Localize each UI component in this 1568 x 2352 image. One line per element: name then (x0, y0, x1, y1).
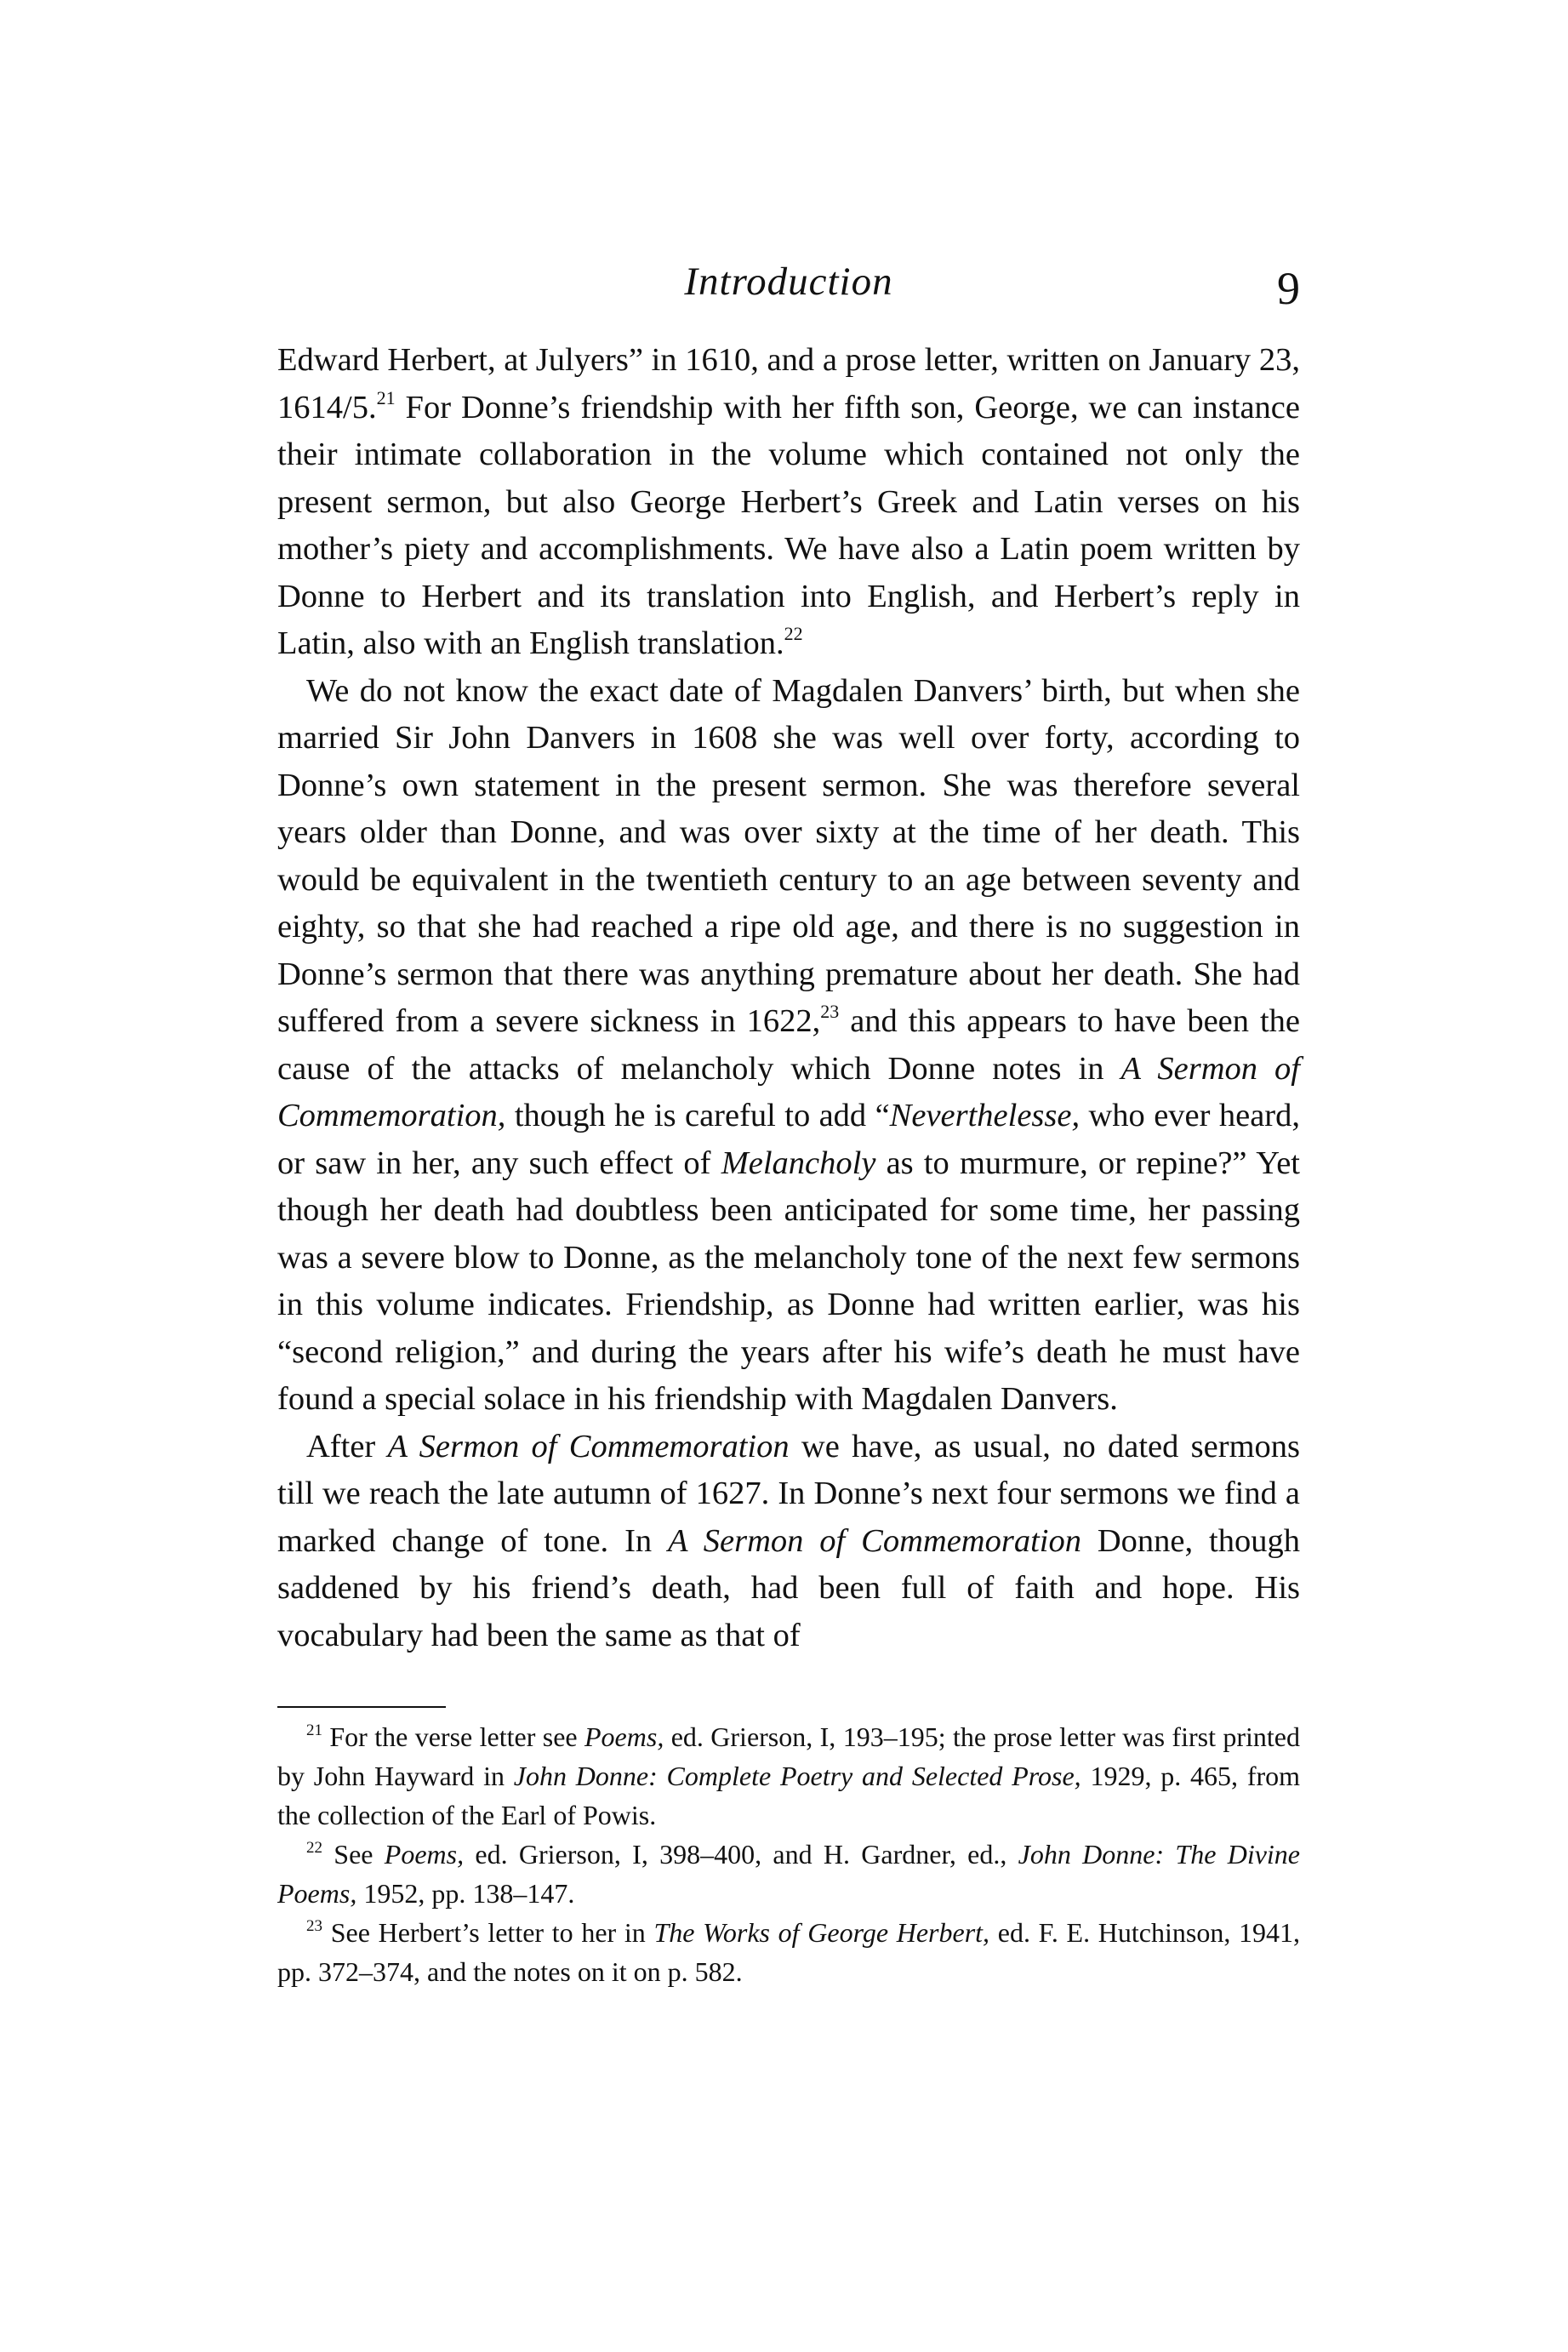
italic-text: Poems, (584, 1721, 664, 1752)
italic-text: Neverthelesse, (889, 1098, 1080, 1133)
text-run: who ever heard, or saw in her, any such effect of (277, 1098, 1300, 1181)
footnote-marker: 21 (306, 1721, 322, 1739)
text-run: 1952, pp. 138–147. (356, 1878, 575, 1909)
footnote-rule (277, 1706, 446, 1708)
text-run: ed. Grierson, I, 398–400, and H. Gardner, ed., (464, 1839, 1018, 1870)
text-run: and this appears to have been the cause of the attacks of melancholy which Donne notes in (277, 1003, 1300, 1087)
italic-text: Poems, (384, 1839, 465, 1870)
italic-text: John Donne: Complete Poetry and Selected Prose, (513, 1761, 1081, 1791)
text-run: Donne, though saddened by his friend’s death, had been full of faith and hope. His vocabulary had been the same as that of (277, 1522, 1300, 1653)
text-run: See Herbert’s letter to her in (322, 1917, 654, 1948)
paragraph (277, 337, 1300, 668)
italic-text: John Donne: The Divine Poems, (277, 1839, 1301, 1909)
footnote-marker: 23 (820, 1001, 840, 1022)
footnote (277, 1835, 1300, 1913)
italic-text: A Sermon of Commemoration, (277, 1050, 1300, 1133)
footnotes (277, 1717, 1300, 1991)
italic-text: A Sermon of Commemoration (668, 1522, 1081, 1559)
footnote-marker: 22 (784, 623, 803, 644)
page-number: 9 (1277, 263, 1300, 314)
text-run: as to murmure, or repine?” Yet though her death had doubtless been anticipated for some time, her passing was a severe blow to Donne, as the melancholy tone of the next few sermons in this volume indicates. Friendship, as Donne had written earlier, was his “second religion,” and during the years after his wife’s death he must have found a special solace in his friendship with Magdalen Danvers. (277, 1145, 1300, 1417)
text-run: We do not know the exact date of Magdalen Danvers’ birth, but when she married Sir John Danvers in 1608 she was well over forty, according to Donne’s own statement in the present sermon. She was therefore several years older than Donne, and was over sixty at the time of her death. This would be equivalent in the twentieth century to an age between seventy and eighty, so that she had reached a ripe old age, and there is no suggestion in Donne’s sermon that there was anything premature about her death. She had suffered from a severe sickness in 1622, (277, 672, 1300, 1039)
text-run: though he is careful to add “ (505, 1098, 890, 1133)
text-run: After (306, 1428, 388, 1464)
text-run: ed. Grierson, I, 193–195; the prose letter was first printed by John Hayward in (277, 1721, 1301, 1791)
text-run: For Donne’s friendship with her fifth son, George, we can instance their intimate collaboration in the volume which contained not only the present sermon, but also George Herbert’s Greek and Latin verses on his mother’s piety and accomplishments. We have also a Latin poem written by Donne to Herbert and its translation into English, and Herbert’s reply in Latin, also with an English translation. (277, 389, 1300, 661)
page-header (277, 259, 1300, 327)
italic-text: A Sermon of Commemoration (387, 1428, 790, 1464)
text-run: we have, as usual, no dated sermons till we reach the late autumn of 1627. In Donne’s next four sermons we find a marked change of tone. In (277, 1428, 1300, 1559)
footnote (277, 1913, 1300, 1991)
italic-text: The Works of George Herbert, (653, 1917, 990, 1948)
text-run: See (322, 1839, 385, 1870)
paragraph (277, 668, 1300, 1424)
text-run: 1929, p. 465, from the collection of the Earl of Powis. (277, 1761, 1301, 1830)
text-run: For the verse letter see (322, 1721, 584, 1752)
paragraph (277, 1424, 1300, 1660)
italic-text: Melancholy (721, 1145, 876, 1181)
footnote-marker: 23 (306, 1917, 322, 1935)
text-run: ed. F. E. Hutchinson, 1941, pp. 372–374, and the notes on it on p. 582. (277, 1917, 1301, 1987)
text-run: Edward Herbert, at Julyers” in 1610, and a prose letter, written on January 23, 1614/5. (277, 342, 1300, 425)
footnote (277, 1717, 1300, 1835)
body-text (277, 337, 1300, 1659)
running-title: Introduction (684, 260, 893, 304)
footnote-marker: 22 (306, 1839, 322, 1857)
footnote-marker: 21 (376, 386, 396, 408)
